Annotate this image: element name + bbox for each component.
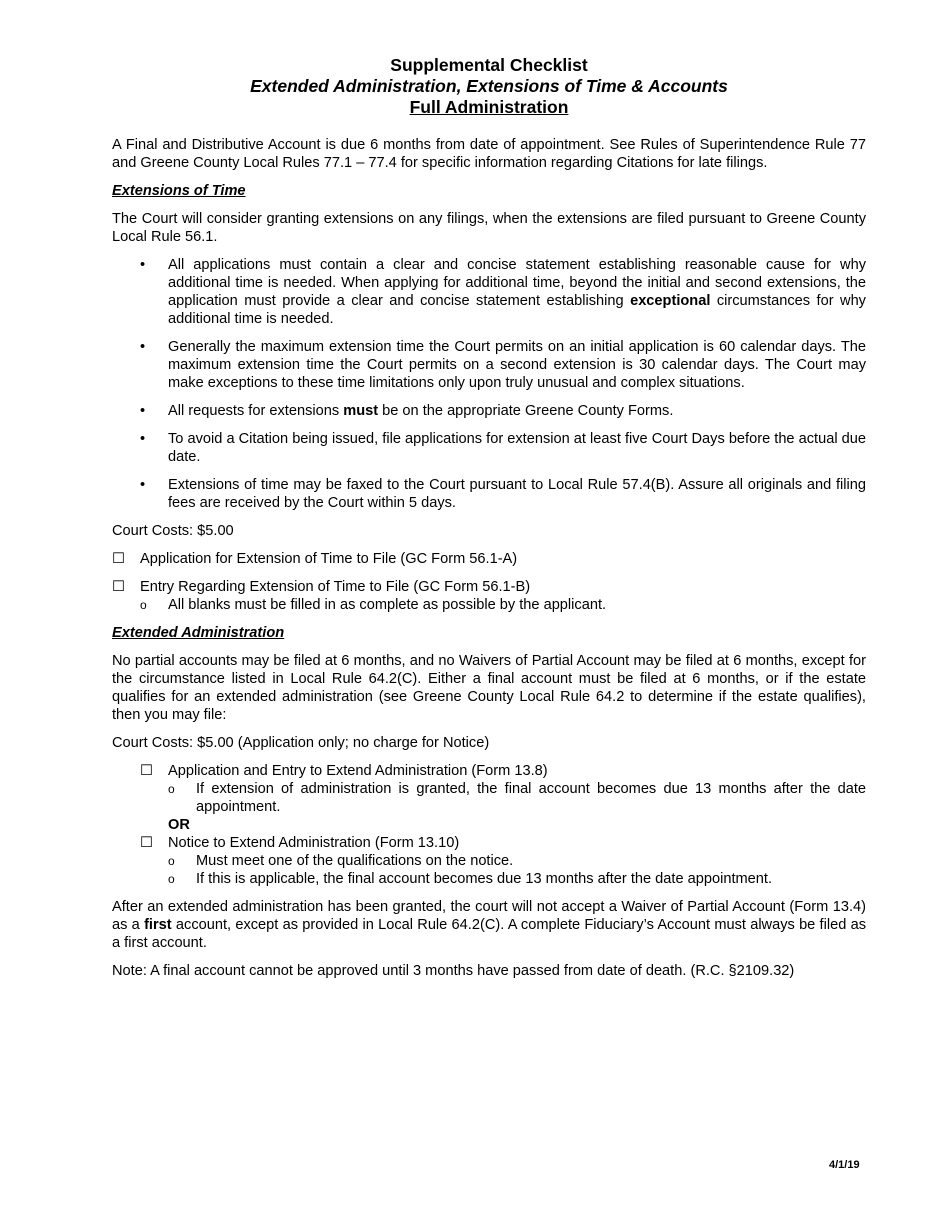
- checklist-subitem-label: All blanks must be filled in as complete as possible by the applicant.: [168, 597, 607, 613]
- extensions-court-costs: Court Costs: $5.00: [112, 523, 234, 539]
- or-separator: OR: [168, 817, 190, 833]
- circle-bullet-icon: o: [140, 598, 147, 612]
- checklist-subitem: [112, 596, 866, 614]
- after-extended-paragraph: After an extended administration has been granted, the court will not accept a Waiver of Partial Account (Form 13.4) as a first account, except as provided in Local Rule 64.2(C). A complete Fiduciary’s Account must always be filed as a first account.: [112, 899, 867, 951]
- checklist-subitem-label: If this is applicable, the final account becomes due 13 months after the date appointment.: [196, 871, 772, 887]
- document-body: [112, 55, 866, 980]
- extended-intro: No partial accounts may be filed at 6 months, and no Waivers of Partial Account may be filed at 6 months, except for the circumstance listed in Local Rule 64.2(C). Either a final account must be filed at 6 months, or if the estate qualifies for an extended administration (see Greene County Local Rule 64.2 to determine if the estate qualifies), then you may file:: [112, 653, 866, 723]
- checklist-item-label: Application for Extension of Time to File (GC Form 56.1-A): [140, 551, 518, 567]
- checklist-item-label: Notice to Extend Administration (Form 13.10): [168, 835, 460, 851]
- checklist-item-label: Entry Regarding Extension of Time to File (GC Form 56.1-B): [140, 579, 531, 595]
- checklist-subitem: [112, 780, 866, 816]
- extensions-bullet-list: [112, 256, 866, 512]
- circle-bullet-icon: o: [168, 872, 175, 886]
- checklist-item: [112, 578, 866, 596]
- extensions-intro: The Court will consider granting extensions on any filings, when the extensions are filed pursuant to Greene County Local Rule 56.1.: [112, 211, 866, 245]
- list-item: • Generally the maximum extension time the Court permits on an initial application is 60 calendar days. The maximum extension time the Court permits on a second extension is 30 calendar days. The Court may make exceptions to these time limitations only upon truly unusual and complex situations.: [112, 338, 866, 392]
- page-subtitle: Extended Administration, Extensions of Time & Accounts: [250, 76, 728, 96]
- list-item: • All applications must contain a clear and concise statement establishing reasonable cause for why additional time is needed. When applying for additional time, beyond the initial and second extensions, the application must provide a clear and concise statement establishing exceptional circumstances for why additional time is needed.: [112, 256, 866, 328]
- checklist-subitem: [112, 870, 866, 888]
- title-block: [112, 55, 866, 118]
- section-heading-extensions: Extensions of Time: [112, 183, 246, 199]
- checklist-item: [112, 762, 866, 780]
- intro-paragraph: A Final and Distributive Account is due 6 months from date of appointment. See Rules of Superintendence Rule 77 and Greene County Local Rules 77.1 – 77.4 for specific information regarding Citations for late filings.: [112, 137, 866, 171]
- section-heading-extended-administration: Extended Administration: [112, 625, 285, 641]
- extended-court-costs: Court Costs: $5.00 (Application only; no charge for Notice): [112, 735, 490, 751]
- list-item: • To avoid a Citation being issued, file applications for extension at least five Court Days before the actual due date.: [112, 430, 866, 466]
- circle-bullet-icon: o: [168, 782, 175, 796]
- note-paragraph: Note: A final account cannot be approved until 3 months have passed from date of death. (R.C. §2109.32): [112, 963, 795, 979]
- page-subtitle-full-administration: Full Administration: [409, 97, 569, 117]
- checklist-item-label: Application and Entry to Extend Administration (Form 13.8): [168, 763, 548, 779]
- checkbox-icon[interactable]: ☐: [140, 763, 154, 779]
- checkbox-icon[interactable]: ☐: [112, 551, 126, 567]
- circle-bullet-icon: o: [168, 854, 175, 868]
- page-title: Supplemental Checklist: [390, 55, 588, 75]
- revision-date: 4/1/19: [829, 1159, 860, 1171]
- checkbox-icon[interactable]: ☐: [140, 835, 154, 851]
- checkbox-icon[interactable]: ☐: [112, 579, 126, 595]
- checklist-subitem: [112, 852, 866, 870]
- list-item: • All requests for extensions must be on the appropriate Greene County Forms.: [112, 402, 866, 420]
- list-item: • Extensions of time may be faxed to the Court pursuant to Local Rule 57.4(B). Assure all originals and filing fees are received by the Court within 5 days.: [112, 476, 866, 512]
- checklist-subitem-label: Must meet one of the qualifications on the notice.: [196, 853, 514, 869]
- checklist-item: [112, 550, 866, 568]
- checklist-subitem-label: If extension of administration is granted, the final account becomes due 13 months after the date appointment.: [196, 781, 866, 815]
- checklist-item: [112, 834, 866, 852]
